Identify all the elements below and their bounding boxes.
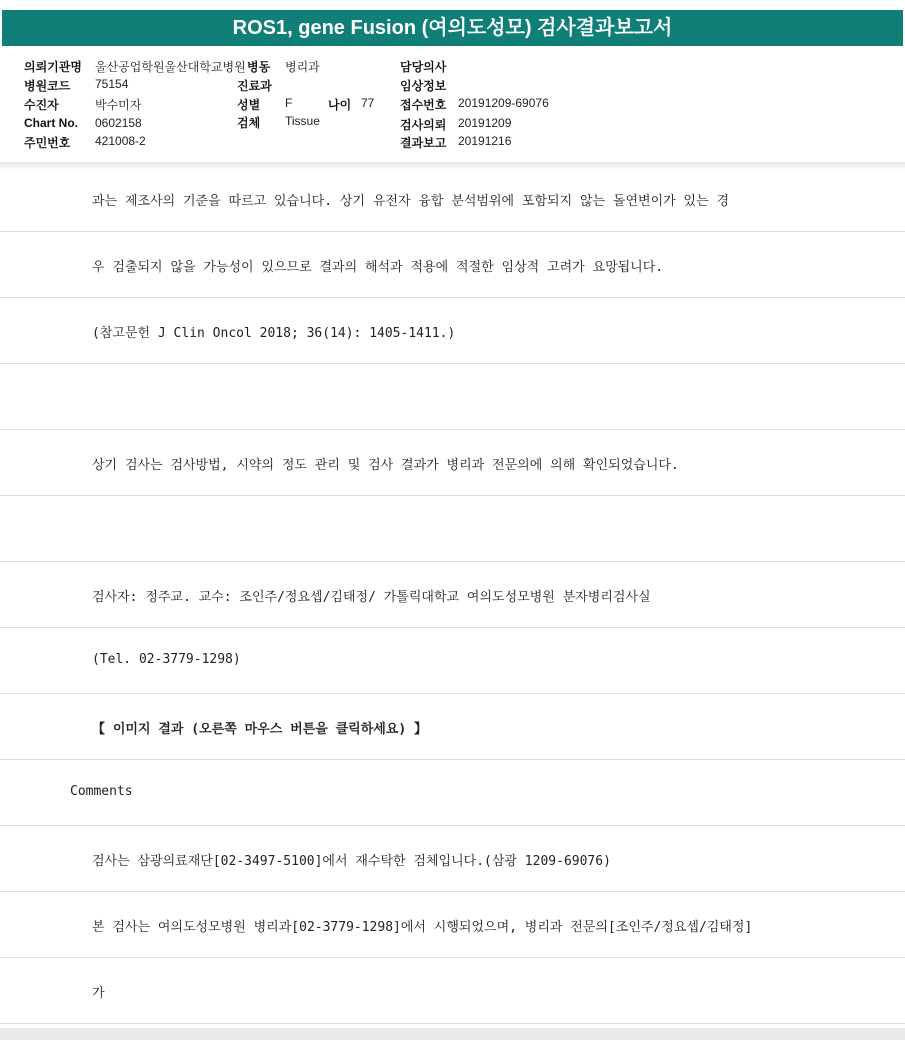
accession-value: 20191209-69076 — [458, 96, 549, 110]
bottom-scroll-bar[interactable] — [0, 1028, 905, 1040]
report-line-text: 검사는 삼광의료재단[02-3497-5100]에서 재수탁한 검체입니다.(삼광 1209-69076) — [92, 854, 611, 869]
report-line — [0, 760, 905, 826]
patient-info-panel — [0, 50, 905, 163]
report-line-text: 상기 검사는 검사방법, 시약의 정도 관리 및 검사 결과가 병리과 전문의에 의해 확인되었습니다. — [92, 458, 679, 473]
report-line — [0, 892, 905, 958]
hospital-code-label: 병원코드 — [24, 79, 71, 93]
report-line — [0, 430, 905, 496]
specimen-value: Tissue — [285, 114, 320, 128]
report-line — [0, 232, 905, 298]
report-line — [0, 826, 905, 892]
report-line-text: (Tel. 02-3779-1298) — [92, 652, 241, 667]
specimen-label: 검체 — [237, 116, 261, 130]
title-bar — [0, 0, 905, 50]
report-line-text: 본 검사는 여의도성모병원 병리과[02-3779-1298]에서 시행되었으며, 병리과 전문의[조인주/정요셉/김태정] — [92, 920, 753, 935]
report-title: ROS1, gene Fusion (여의도성모) 검사결과보고서 — [2, 10, 903, 46]
hospital-value: 울산공업학원울산대학교병원 — [95, 60, 246, 74]
patient-label: 수진자 — [24, 98, 59, 112]
report-date-value: 20191216 — [458, 134, 512, 148]
sex-value: F — [285, 96, 293, 110]
comments-heading: Comments — [70, 784, 133, 799]
report-line-text: (참고문헌 J Clin Oncol 2018; 36(14): 1405-1411.) — [92, 326, 456, 341]
resident-no-value: 421008-2 — [95, 134, 146, 148]
request-date-label: 검사의뢰 — [400, 118, 447, 132]
report-line-text: 우 검출되지 않을 가능성이 있으므로 결과의 해석과 적용에 적절한 임상적 고려가 요망됩니다. — [92, 260, 664, 275]
report-date-label: 결과보고 — [400, 136, 447, 150]
report-line-text: 검사자: 정주교. 교수: 조인주/정요셉/김태정/ 가톨릭대학교 여의도성모병원 분자병리검사실 — [92, 590, 651, 605]
chart-no-value: 0602158 — [95, 116, 142, 130]
hospital-code-value: 75154 — [95, 77, 129, 91]
clinical-info-label: 임상정보 — [400, 79, 447, 93]
report-line — [0, 166, 905, 232]
report-line — [0, 364, 905, 430]
age-value: 77 — [361, 96, 375, 110]
report-line — [0, 958, 905, 1024]
report-line — [0, 628, 905, 694]
image-result-line[interactable] — [0, 694, 905, 760]
doctor-label: 담당의사 — [400, 60, 447, 74]
report-line — [0, 496, 905, 562]
sex-label: 성별 — [237, 98, 261, 112]
patient-value: 박수미자 — [95, 98, 142, 112]
image-result-link[interactable]: 【 이미지 결과 (오른쪽 마우스 버튼을 클릭하세요) 】 — [92, 722, 428, 737]
report-line — [0, 562, 905, 628]
age-label: 나이 — [328, 98, 352, 112]
accession-label: 접수번호 — [400, 98, 447, 112]
report-line-text: 가 — [92, 986, 105, 1001]
hospital-label: 의뢰기관명 — [24, 60, 82, 74]
report-line — [0, 298, 905, 364]
report-line-text: 과는 제조사의 기준을 따르고 있습니다. 상기 유전자 융합 분석범위에 포함되지 않는 돌연변이가 있는 경 — [92, 194, 730, 209]
ward-label: 병동 — [247, 60, 271, 74]
dept-label: 진료과 — [237, 79, 272, 93]
resident-no-label: 주민번호 — [24, 136, 71, 150]
request-date-value: 20191209 — [458, 116, 512, 130]
chart-no-label: Chart No. — [24, 116, 78, 130]
ward-value: 병리과 — [285, 60, 320, 74]
